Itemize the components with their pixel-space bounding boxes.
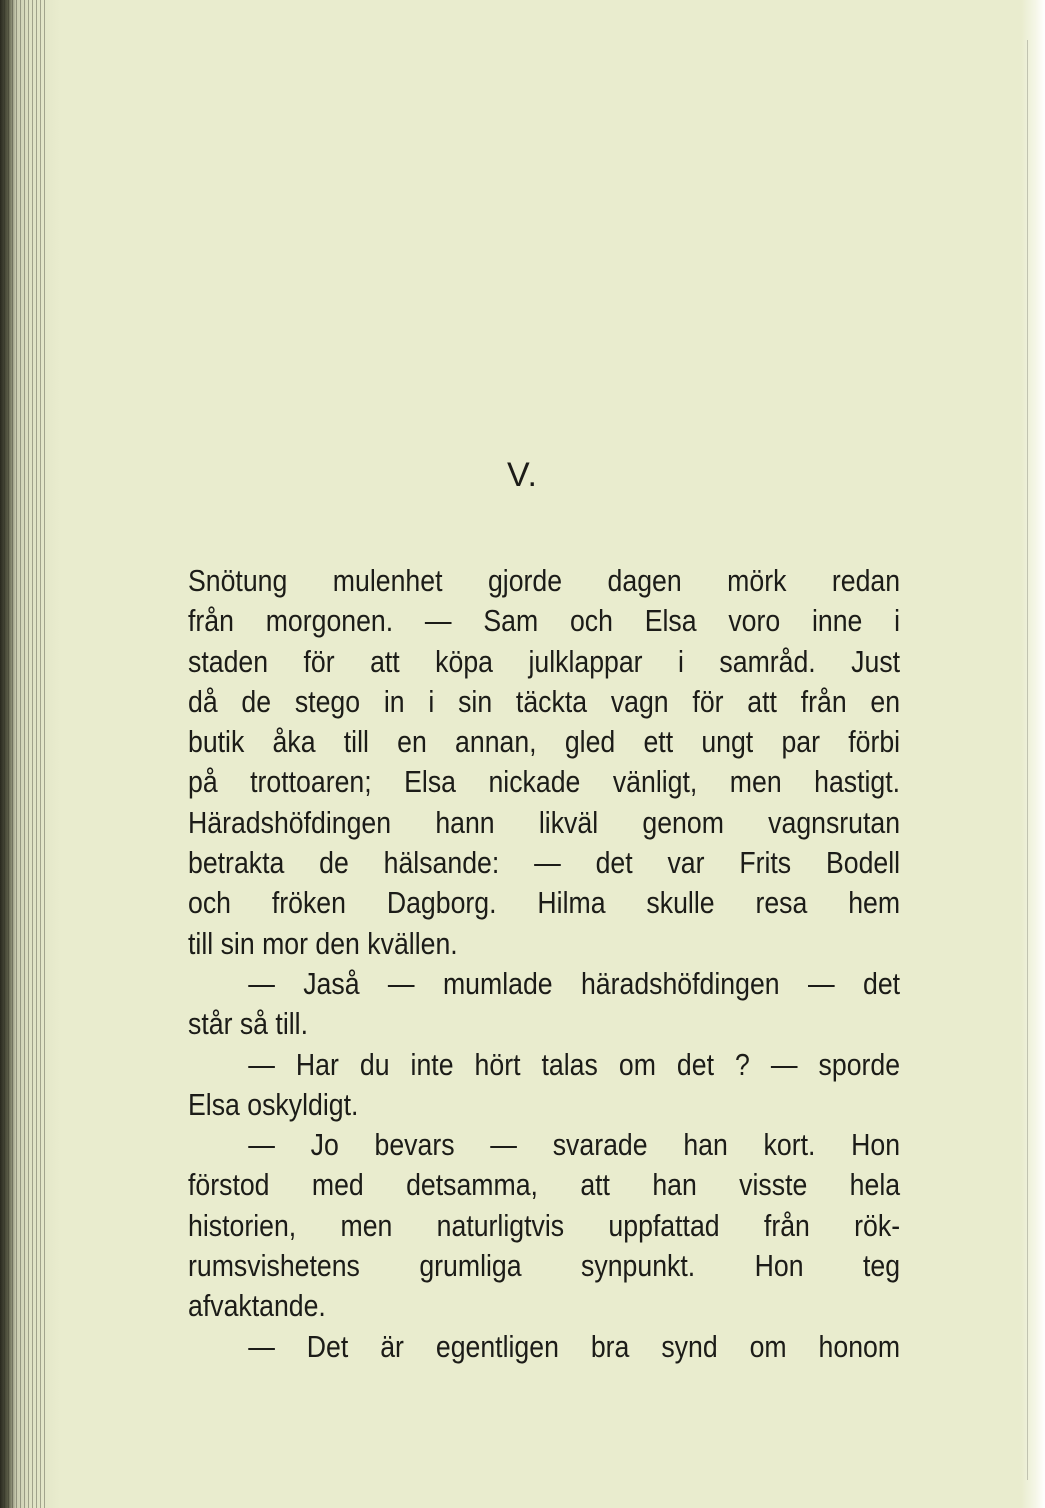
- text-line: Snötung mulenhet gjorde dagen mörk redan: [188, 563, 901, 598]
- text-line: — Har du inte hört talas om det ? — sporde: [248, 1046, 901, 1082]
- text-line: och fröken Dagborg. Hilma skulle resa hem: [188, 885, 901, 921]
- page-edge-rule: [1027, 40, 1028, 1480]
- text-line: historien, men naturligtvis uppfattad från rök-: [188, 1207, 901, 1243]
- text-line: från morgonen. — Sam och Elsa voro inne i: [188, 603, 901, 639]
- text-line: afvaktande.: [188, 1288, 326, 1324]
- text-line: förstod med detsamma, att han visste hela: [188, 1167, 901, 1203]
- text-line: staden för att köpa julklappar i samråd. Just: [188, 643, 901, 679]
- page-edge-right: [1021, 0, 1045, 1508]
- text-line: butik åka till en annan, gled ett ungt par förbi: [188, 724, 901, 760]
- text-line: då de stego in i sin täckta vagn för att från en: [188, 683, 901, 719]
- text-line: — Jo bevars — svarade han kort. Hon: [248, 1127, 901, 1163]
- text-line: — Jaså — mumlade häradshöfdingen — det: [248, 965, 901, 1001]
- text-line: står så till.: [188, 1006, 308, 1042]
- text-line: — Det är egentligen bra synd om honom: [248, 1328, 901, 1364]
- text-line: Häradshöfdingen hann likväl genom vagnsrutan: [188, 804, 901, 840]
- text-line: på trottoaren; Elsa nickade vänligt, men hastigt.: [188, 764, 901, 800]
- text-line: betrakta de hälsande: — det var Frits Bodell: [188, 845, 901, 881]
- text-line: rumsvishetens grumliga synpunkt. Hon teg: [188, 1248, 901, 1284]
- body-text: [188, 561, 901, 1367]
- text-line: Elsa oskyldigt.: [188, 1086, 359, 1122]
- text-line: till sin mor den kvällen.: [188, 925, 458, 961]
- chapter-heading: V.: [506, 456, 538, 494]
- page-edge-lines: [0, 0, 48, 1508]
- page-stack-edge-left: [0, 0, 60, 1508]
